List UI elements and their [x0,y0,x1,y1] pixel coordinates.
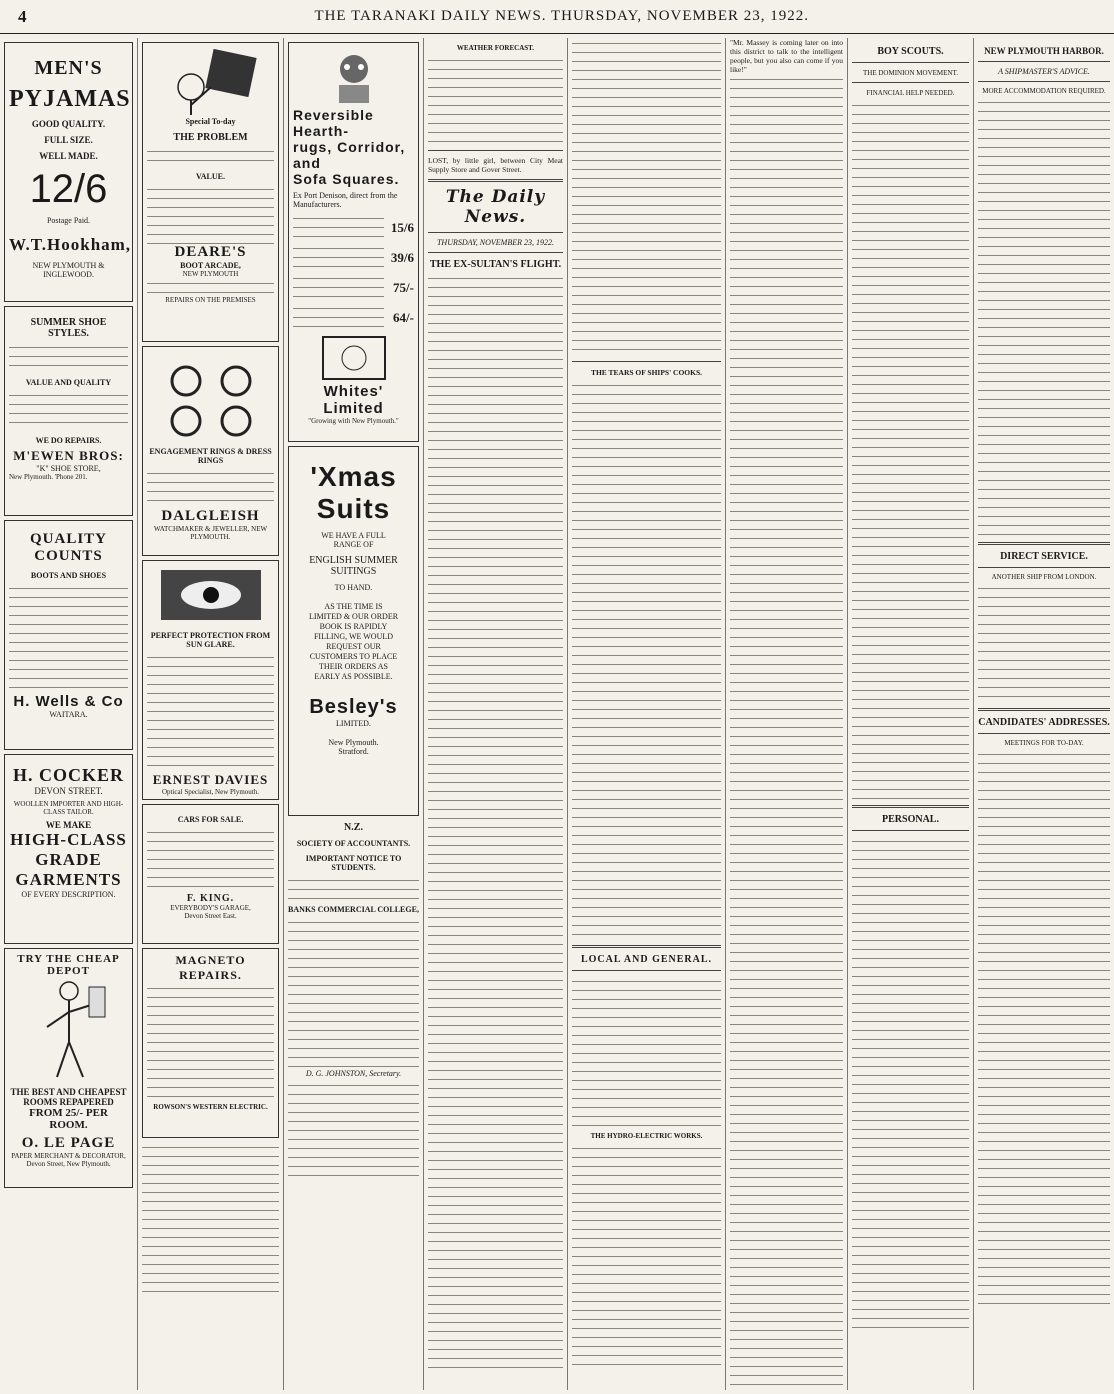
price: 12/6 [29,167,108,211]
ad-headline: Reversible Hearth- [293,107,374,139]
firm-name: M'EWEN BROS: [13,448,124,463]
section-heading: NEW PLYMOUTH HARBOR. [984,46,1104,56]
ad-text: TO HAND. [334,583,373,592]
ad-ernest-davies [142,560,279,800]
ad-text: WELL MADE. [39,151,98,161]
ad-text: FROM 25/- PER ROOM. [29,1107,108,1131]
ad-deares [142,42,279,342]
ad-text: Postage Paid. [46,216,91,225]
notice-signature: D. G. JOHNSTON, Secretary. [305,1069,402,1078]
ad-headline: Sofa Squares. [293,171,400,187]
ad-headline: CARS FOR SALE. [177,815,244,824]
ad-headline: GRADE [35,850,102,869]
masthead [0,0,1114,34]
eye-illustration-icon [156,565,266,625]
article-heading: THE DOMINION MOVEMENT. [863,69,958,77]
ad-text: NEW PLYMOUTH [182,270,239,278]
ad-text: GOOD QUALITY. [31,119,106,129]
special-today-sign-icon [161,47,261,117]
ad-headline: MAGNETO REPAIRS. [175,953,246,982]
ad-text: WE HAVE A FULL RANGE OF [321,531,386,549]
ad-quality-counts [4,520,133,750]
rings-illustration-icon [156,351,266,441]
newspaper-title: The Daily News. [445,187,546,227]
boxer-illustration-icon [309,47,399,107]
firm-name: Whites' Limited [323,383,384,417]
ad-headline: QUALITY [29,531,107,547]
ad-headline: 'Xmas [310,461,397,492]
firm-name: O. LE PAGE [21,1135,116,1151]
ad-cheap-depot [4,948,133,1188]
section-heading: PERSONAL. [882,814,939,825]
firm-name: H. Wells & Co [13,693,124,710]
ad-headline: TRY THE CHEAP DEPOT [17,953,120,977]
ad-headline: ENGAGEMENT RINGS & DRESS RINGS [149,447,272,465]
ad-headline: VALUE AND QUALITY [25,378,112,387]
ad-headline: rugs, Corridor, and [293,139,406,171]
ad-text: WE MAKE [45,820,92,830]
ad-cars-for-sale [142,804,279,944]
ad-text: REPAIRS ON THE PREMISES [165,296,256,304]
firm-name: DALGLEISH [161,508,260,524]
column-1 [0,38,138,1390]
article-subheading: FINANCIAL HELP NEEDED. [866,89,955,97]
section-heading: CANDIDATES' ADDRESSES. [978,717,1110,728]
dateline: THURSDAY, NOVEMBER 23, 1922. [436,238,555,247]
ad-text: BOOT ARCADE, [180,261,241,270]
ad-headline: VALUE. [196,172,225,181]
ad-badge: Special To-day [185,117,236,126]
column-2 [138,38,284,1390]
ad-dalgleish [142,346,279,556]
notice-heading: IMPORTANT NOTICE TO STUDENTS. [305,854,402,872]
firm-name: H. COCKER [12,765,124,785]
ad-text: AS THE TIME IS LIMITED & OUR ORDER BOOK IS RAPIDLY FILLING, WE WOULD REQUEST OUR CUSTOMERS TO PLACE THEIR ORDERS AS EARLY AS POSSIBLE. [308,602,399,681]
ad-text: OF EVERY DESCRIPTION. [21,890,116,899]
ad-headline: Suits [316,493,391,524]
ad-headline: SUMMER SHOE STYLES. [30,317,107,339]
firm-name: W.T.Hookham, [9,235,132,254]
notice-heading: SOCIETY OF ACCOUNTANTS. [296,839,411,848]
section-heading: BOY SCOUTS. [877,46,944,57]
ad-headline: COUNTS [34,548,103,564]
ad-headline: PERFECT PROTECTION FROM SUN GLARE. [150,631,271,649]
column-4 [424,38,568,1390]
column-3 [284,38,424,1390]
ad-text: DEVON STREET. [34,786,103,796]
ad-text: WATCHMAKER & JEWELLER, NEW PLYMOUTH. [153,525,268,541]
ad-text: EVERYBODY'S GARAGE, [170,904,251,912]
ad-headline: WE DO REPAIRS. [35,436,102,445]
ad-text: THE BEST AND CHEAPEST ROOMS REPAPERED [10,1087,127,1107]
article-heading: WEATHER FORECAST. [456,44,535,52]
section-heading: DIRECT SERVICE. [1000,551,1088,562]
ad-text: LIMITED. [336,719,371,728]
ad-text: WOOLLEN IMPORTER AND HIGH-CLASS TAILOR. [13,800,124,816]
article-heading: THE TEARS OF SHIPS' COOKS. [590,368,703,377]
editorial-heading: THE EX-SULTAN'S FLIGHT. [429,259,562,270]
article-heading: MEETINGS FOR TO-DAY. [1004,739,1084,747]
ad-text: PAPER MERCHANT & DECORATOR, [11,1152,126,1160]
column-7 [848,38,974,1390]
ad-headline: BOOTS AND SHOES [30,571,107,580]
paperhanger-illustration-icon [29,977,109,1087]
price: 75/- [393,280,414,295]
article-heading: THE HYDRO-ELECTRIC WORKS. [590,1132,703,1140]
firm-name: DEARE'S [174,244,247,260]
ad-headline: MEN'S [34,57,103,79]
ad-text: Devon Street, New Plymouth. [26,1160,111,1168]
ad-text: "Growing with New Plymouth." [308,417,399,425]
ad-besleys-xmas [288,446,419,816]
ad-text: Ex Port Denison, direct from the Manufacturers. [293,191,398,209]
ad-headline: PYJAMAS [9,86,131,112]
ad-text: ENGLISH SUMMER SUITINGS [309,555,398,577]
notice-heading: N.Z. [344,822,363,833]
price: 15/6 [390,220,414,235]
firm-name: ERNEST DAVIES [152,772,269,787]
article-heading: A SHIPMASTER'S ADVICE. [998,67,1090,76]
classified-notice: LOST, by little girl, between City Meat Supply Store and Gover Street. [428,156,563,174]
article-heading: ANOTHER SHIP FROM LONDON. [991,573,1097,581]
price: 64/- [393,310,414,325]
ad-shoes [4,306,133,516]
ad-magneto-repairs [142,948,279,1138]
ad-pyjamas [4,42,133,302]
ad-text: NEW PLYMOUTH & INGLEWOOD. [32,261,105,279]
ad-text: Optical Specialist, New Plymouth. [161,788,259,796]
masthead-title: THE TARANAKI DAILY NEWS. THURSDAY, NOVEMBER 23, 1922. [314,8,810,24]
ad-text: New Plymouth. [328,738,379,747]
article-text: "Mr. Massey is coming later on into this district to talk to the intelligent people, but you also can come if you like!" [730,38,843,74]
ad-text: "K" SHOE STORE, [36,464,101,473]
rug-illustration-icon [319,333,389,383]
article-subheading: MORE ACCOMMODATION REQUIRED. [982,87,1106,95]
notice-heading: BANKS COMMERCIAL COLLEGE, [288,905,419,914]
ad-headline: THE PROBLEM [173,132,248,143]
column-8 [974,38,1114,1390]
ad-headline: GARMENTS [15,870,122,889]
ad-whites-rugs [288,42,419,442]
ad-text: ROWSON'S WESTERN ELECTRIC. [153,1103,268,1111]
column-6 [726,38,848,1390]
ad-text: FULL SIZE. [44,135,93,145]
ad-text: Stratford. [338,747,369,756]
ad-text: WAITARA. [49,710,88,719]
ad-text: Devon Street East. [184,912,237,920]
ad-cocker [4,754,133,944]
notice-accountants [288,822,419,1180]
firm-name: Besley's [309,696,398,718]
section-heading: LOCAL AND GENERAL. [580,954,713,965]
firm-name: F. KING. [186,893,235,904]
column-5 [568,38,726,1390]
page-number: 4 [18,6,28,26]
ad-headline: HIGH-CLASS [10,830,127,849]
ad-text: New Plymouth. 'Phone 201. [9,473,88,481]
price: 39/6 [390,250,414,265]
